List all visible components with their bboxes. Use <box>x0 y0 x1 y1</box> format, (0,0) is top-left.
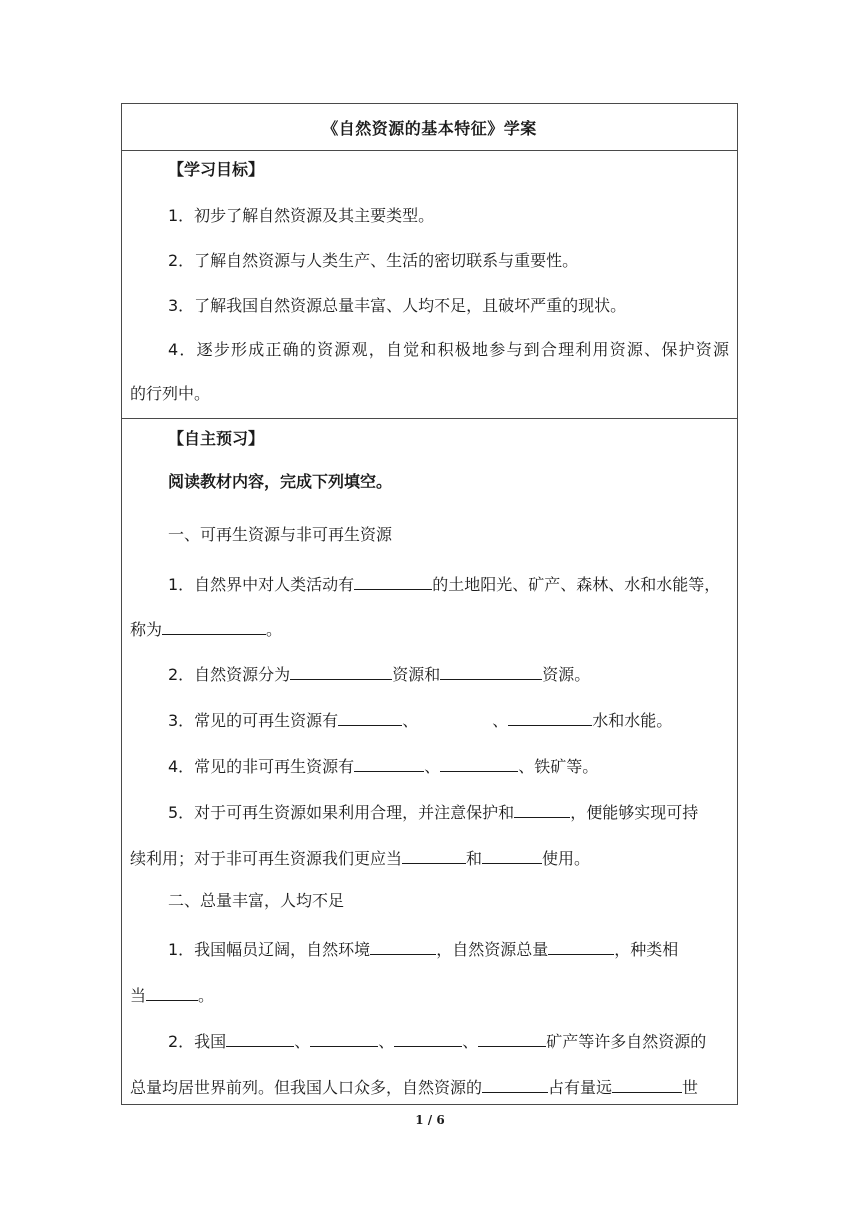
answer-blank[interactable] <box>482 846 542 864</box>
preview-heading: 【自主预习】 <box>168 429 265 448</box>
section-title: 二、总量丰富，人均不足 <box>168 891 345 910</box>
answer-blank[interactable] <box>354 572 432 590</box>
section-title: 一、可再生资源与非可再生资源 <box>168 525 393 544</box>
answer-blank[interactable] <box>402 846 466 864</box>
study-sheet-table <box>121 103 738 1105</box>
self-preview-section <box>122 419 737 1104</box>
fill-in-question-continuation: 当 。 <box>130 983 729 1006</box>
answer-blank[interactable] <box>226 1029 294 1047</box>
page-number: 1 / 6 <box>415 1113 445 1127</box>
goal-item: 2．了解自然资源与人类生产、生活的密切联系与重要性。 <box>168 251 579 270</box>
document-title: 《自然资源的基本特征》学案 <box>122 104 737 151</box>
fill-in-question: 1．自然界中对人类活动有 的土地阳光、矿产、森林、水和水能等， <box>130 572 729 595</box>
answer-blank[interactable] <box>370 937 436 955</box>
answer-blank[interactable] <box>146 983 198 1001</box>
fill-in-question-continuation: 总量均居世界前列。但我国人口众多，自然资源的 占有量远 世 <box>130 1075 729 1098</box>
answer-blank[interactable] <box>338 708 402 726</box>
fill-in-question: 2．我国 、 、 、 矿产等许多自然资源的 <box>130 1029 729 1052</box>
goals-heading: 【学习目标】 <box>168 160 265 179</box>
answer-blank[interactable] <box>290 662 392 680</box>
answer-blank[interactable] <box>162 617 266 635</box>
fill-in-question: 4．常见的非可再生资源有 、 、铁矿等。 <box>130 754 729 777</box>
answer-blank[interactable] <box>514 800 570 818</box>
answer-blank[interactable] <box>310 1029 378 1047</box>
answer-blank[interactable] <box>508 708 592 726</box>
answer-blank[interactable] <box>612 1075 682 1093</box>
fill-in-question: 2．自然资源分为 资源和 资源。 <box>130 662 729 685</box>
fill-in-question-continuation: 续利用；对于非可再生资源我们更应当 和 使用。 <box>130 846 729 869</box>
answer-blank[interactable] <box>482 1075 548 1093</box>
answer-blank[interactable] <box>478 1029 546 1047</box>
answer-blank[interactable] <box>354 754 424 772</box>
answer-blank[interactable] <box>394 1029 462 1047</box>
goal-item: 1．初步了解自然资源及其主要类型。 <box>168 206 435 225</box>
preview-instruction: 阅读教材内容，完成下列填空。 <box>168 472 393 491</box>
goal-item-continuation: 的行列中。 <box>130 384 211 403</box>
goal-item: 4．逐步形成正确的资源观，自觉和积极地参与到合理利用资源、保护资源 <box>168 340 729 359</box>
goal-item: 3．了解我国自然资源总量丰富、人均不足，且破坏严重的现状。 <box>168 296 627 315</box>
answer-blank[interactable] <box>548 937 614 955</box>
fill-in-question: 3．常见的可再生资源有 、 、 水和水能。 <box>130 708 729 731</box>
fill-in-question-continuation: 称为 。 <box>130 617 729 640</box>
answer-blank[interactable] <box>440 662 542 680</box>
fill-in-question: 5．对于可再生资源如果利用合理，并注意保护和 ，便能够实现可持 <box>130 800 729 823</box>
learning-goals-section <box>122 150 737 419</box>
answer-blank[interactable] <box>440 754 518 772</box>
fill-in-question: 1．我国幅员辽阔，自然环境 ，自然资源总量 ，种类相 <box>130 937 729 960</box>
